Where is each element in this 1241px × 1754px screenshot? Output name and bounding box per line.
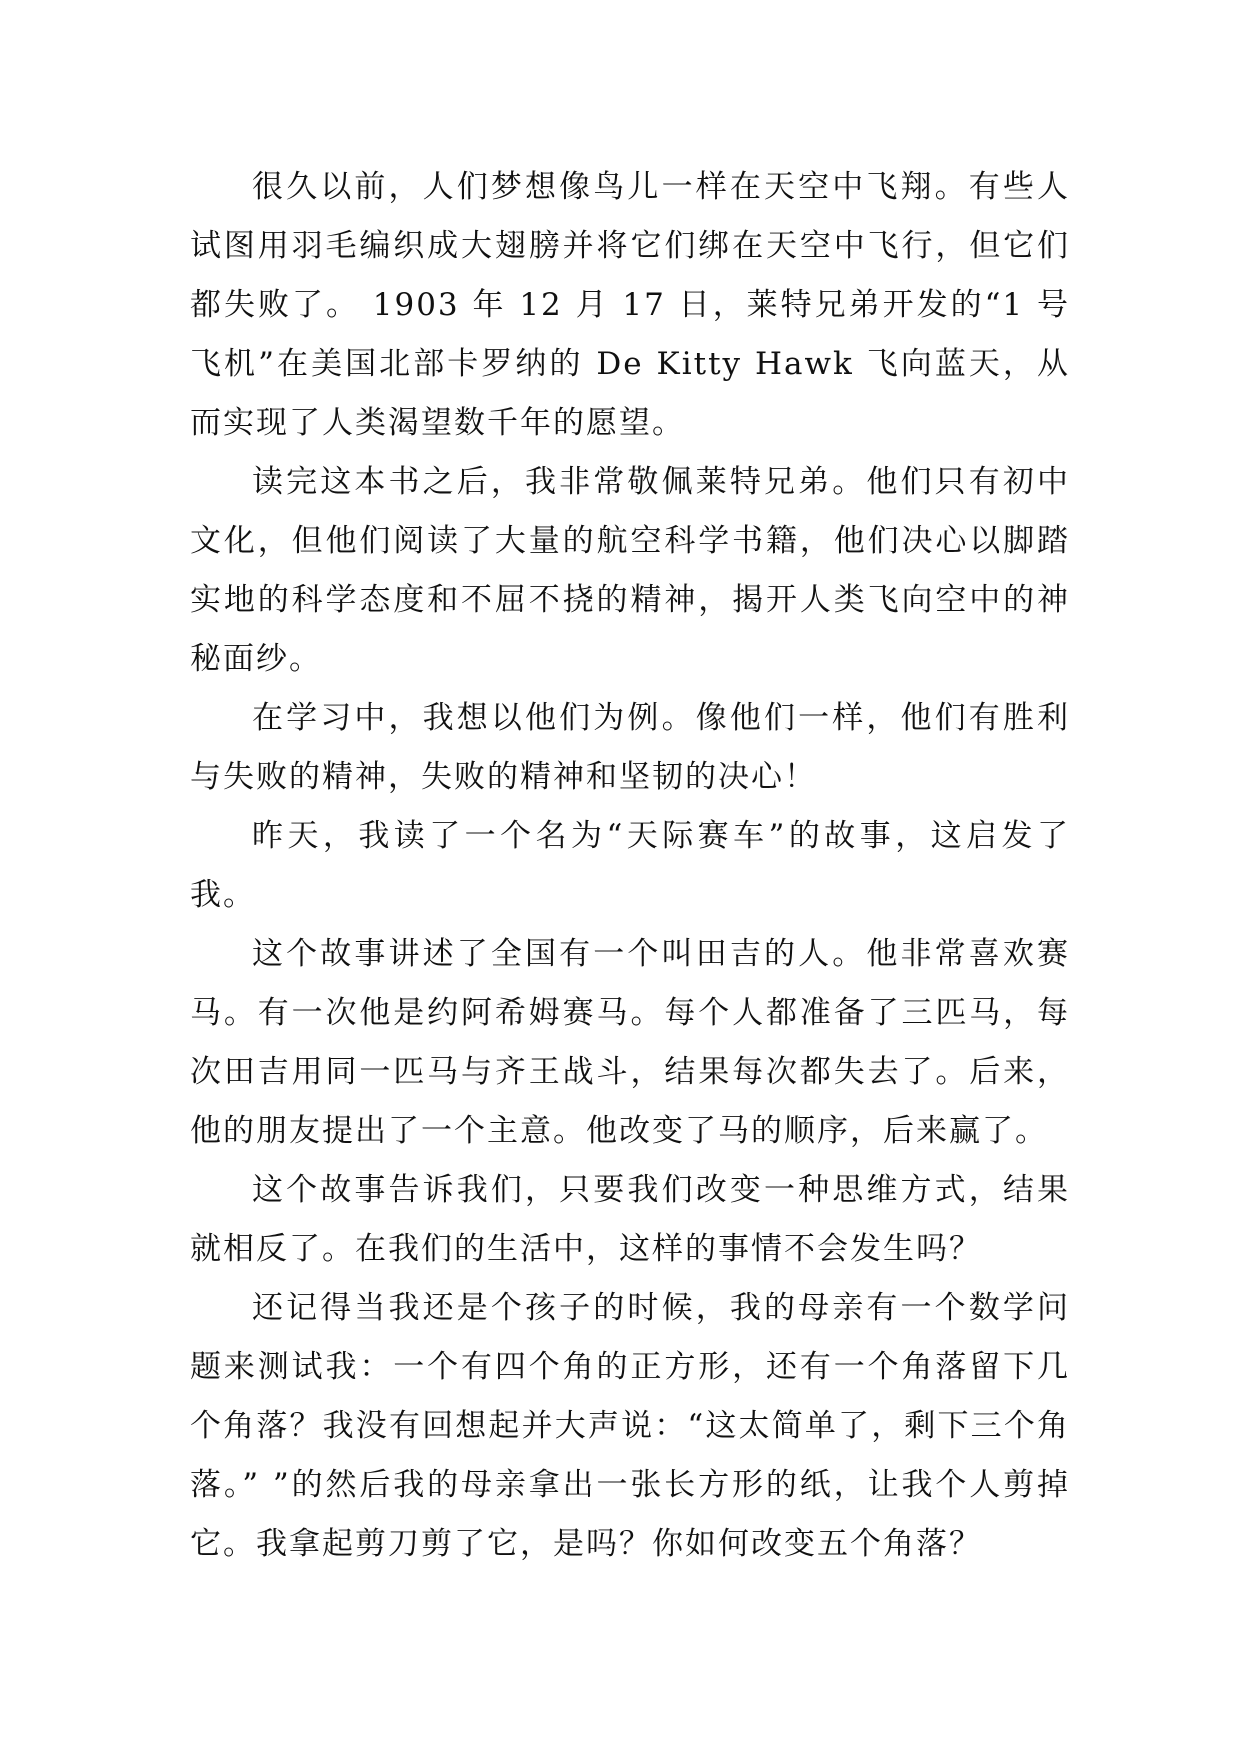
paragraph-2: 读完这本书之后，我非常敬佩莱特兄弟。他们只有初中文化，但他们阅读了大量的航空科学书籍，他们决心以脚踏实地的科学态度和不屈不挠的精神，揭开人类飞向空中的神秘面纱。 — [190, 464, 1070, 677]
document-body — [190, 158, 1070, 1574]
paragraph-5: 这个故事讲述了全国有一个叫田吉的人。他非常喜欢赛马。有一次他是约阿希姆赛马。每个人都准备了三匹马，每次田吉用同一匹马与齐王战斗，结果每次都失去了。后来，他的朋友提出了一个主意。他改变了马的顺序，后来赢了。 — [190, 936, 1070, 1149]
paragraph-6: 这个故事告诉我们，只要我们改变一种思维方式，结果就相反了。在我们的生活中，这样的事情不会发生吗？ — [190, 1172, 1070, 1267]
paragraph-4: 昨天，我读了一个名为“天际赛车”的故事，这启发了我。 — [190, 818, 1070, 913]
paragraph-3: 在学习中，我想以他们为例。像他们一样，他们有胜利与失败的精神，失败的精神和坚韧的决心！ — [190, 700, 1070, 795]
paragraph-7: 还记得当我还是个孩子的时候，我的母亲有一个数学问题来测试我：一个有四个角的正方形，还有一个角落留下几个角落？我没有回想起并大声说：“这太简单了，剩下三个角落。” ”的然后我的母亲拿出一张长方形的纸，让我个人剪掉它。我拿起剪刀剪了它，是吗？你如何改变五个角落？ — [190, 1290, 1070, 1562]
paragraph-1: 很久以前，人们梦想像鸟儿一样在天空中飞翔。有些人试图用羽毛编织成大翅膀并将它们绑在天空中飞行，但它们都失败了。 1903 年 12 月 17 日，莱特兄弟开发的“1 号飞机”在美国北部卡罗纳的 De Kitty Hawk 飞向蓝天，从而实现了人类渴望数千年的愿望。 — [190, 169, 1070, 441]
